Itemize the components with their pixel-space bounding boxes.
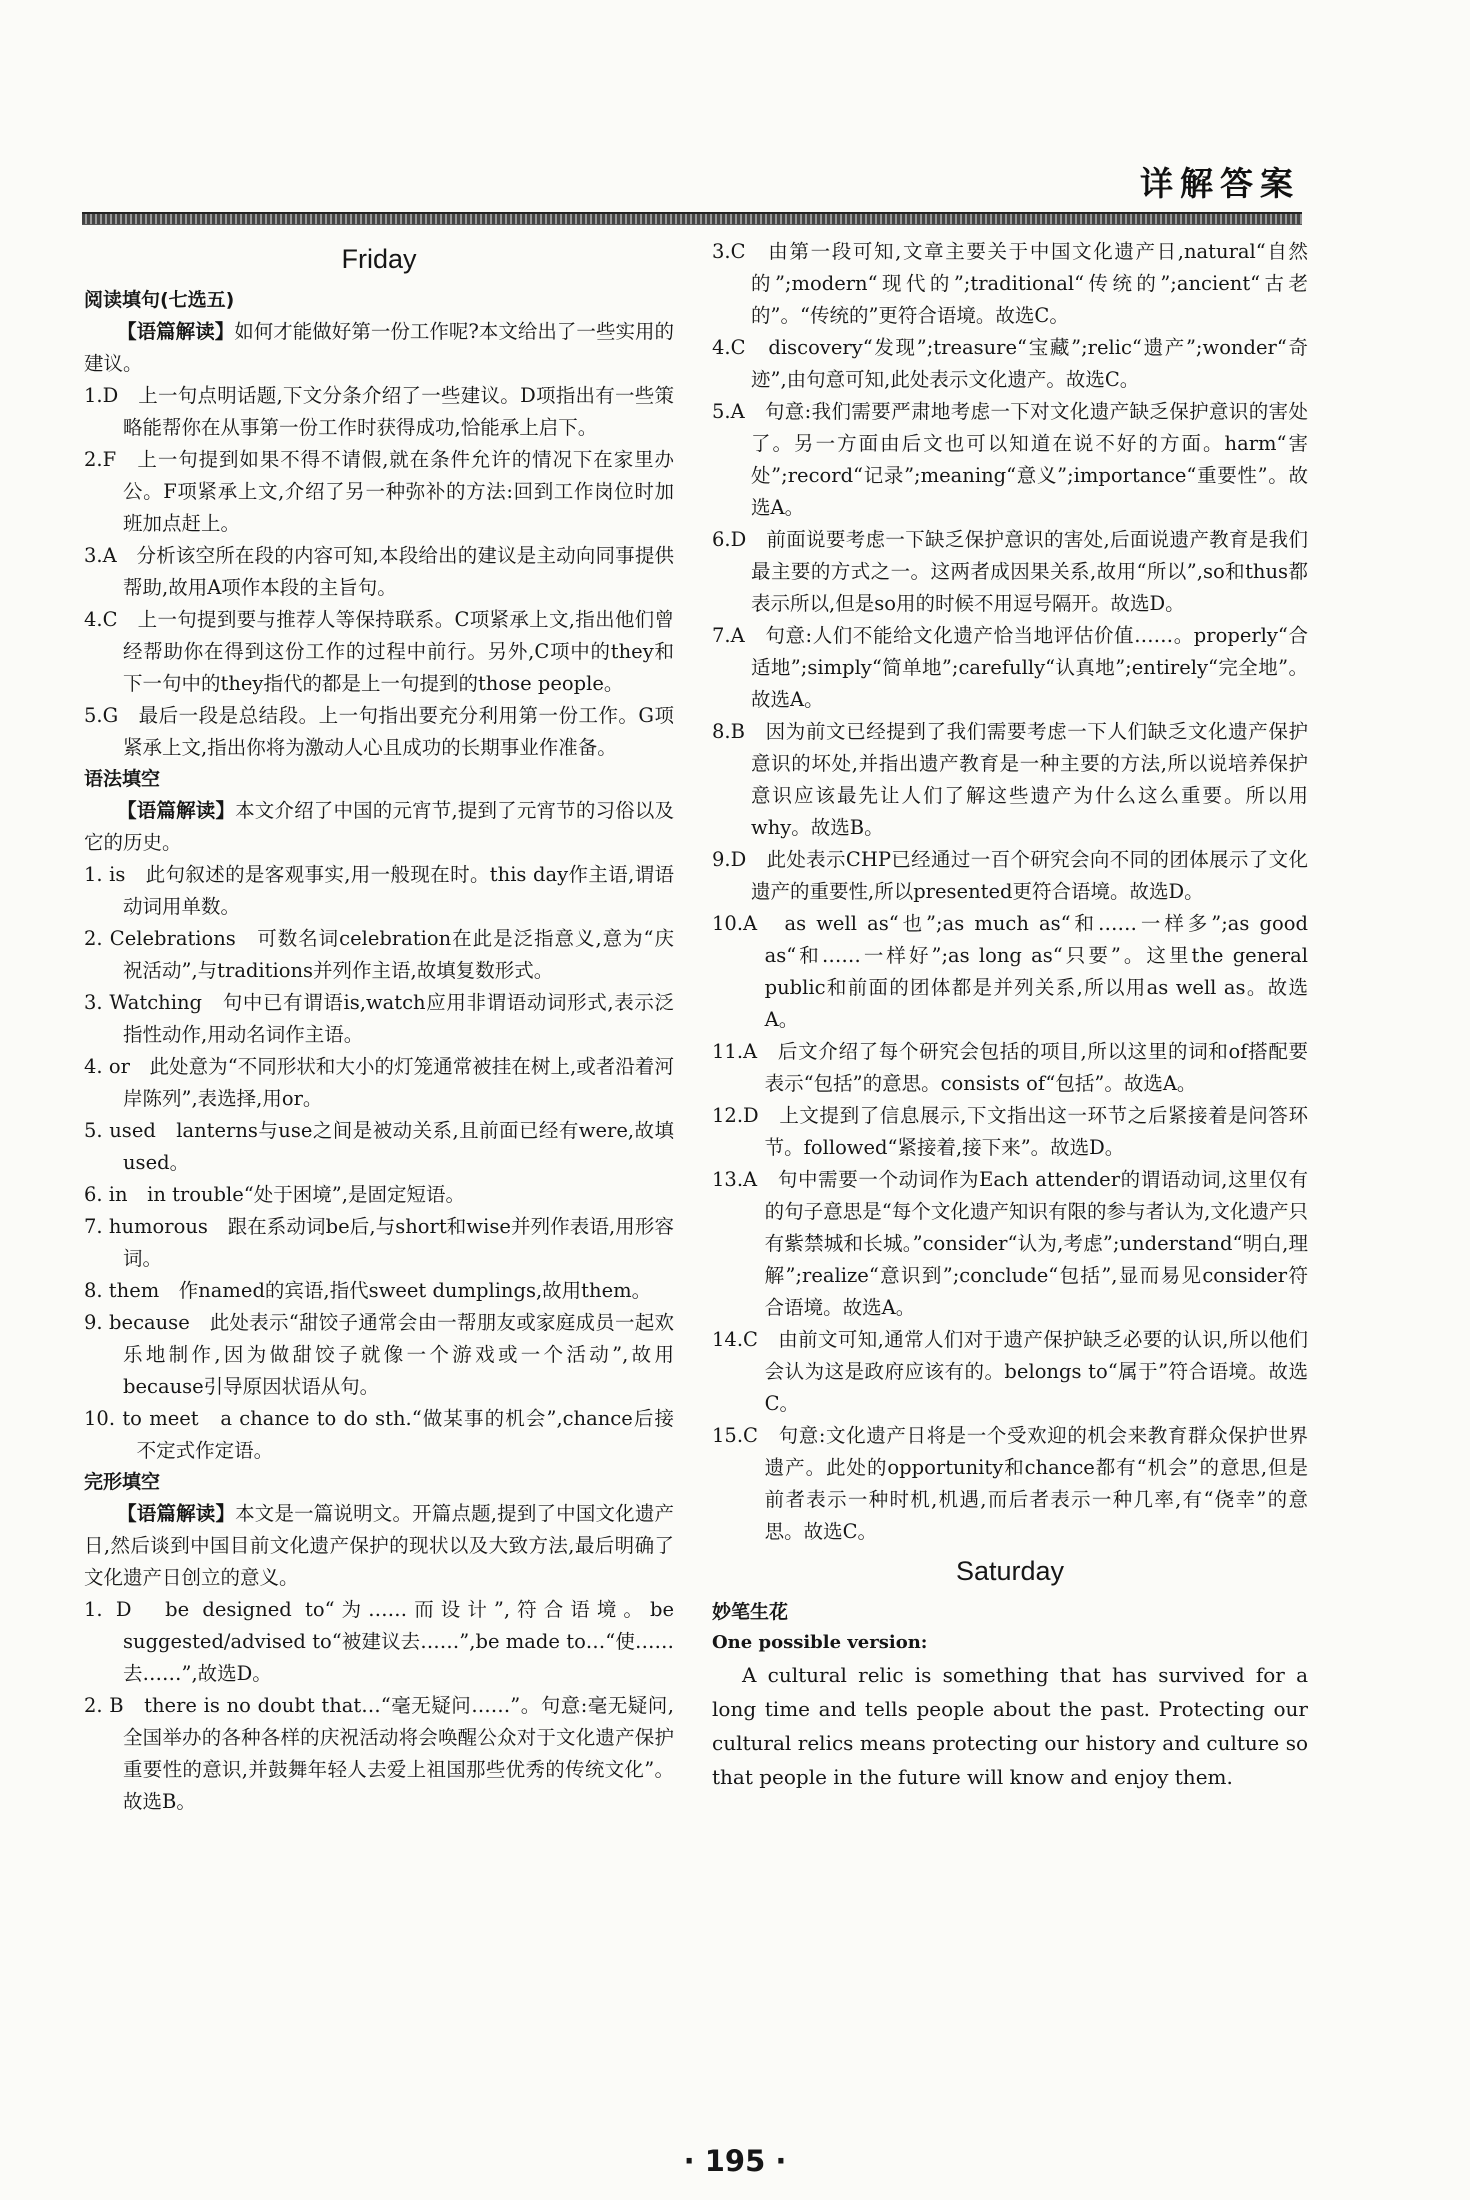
answer-item: 14.C 由前文可知,通常人们对于遗产保护缺乏必要的认识,所以他们会认为这是政府应该有的。belongs to“属于”符合语境。故选C。 bbox=[712, 1328, 1308, 1415]
answer-item: 10. to meet a chance to do sth.“做某事的机会”,chance后接不定式作定语。 bbox=[84, 1407, 674, 1462]
intro-tag: 【语篇解读】 bbox=[117, 1502, 236, 1525]
answer-item: 9.D 此处表示CHP已经通过一百个研究会向不同的团体展示了文化遗产的重要性,所以presented更符合语境。故选D。 bbox=[712, 848, 1308, 903]
header-rule bbox=[82, 212, 1302, 225]
answer-item: 4. or 此处意为“不同形状和大小的灯笼通常被挂在树上,或者沿着河岸陈列”,表选择,用or。 bbox=[84, 1055, 674, 1110]
answer-item: 2. B there is no doubt that…“毫无疑问……”。句意:毫无疑问,全国举办的各种各样的庆祝活动将会唤醒公众对于文化遗产保护重要性的意识,并鼓舞年轻人去爱上祖国那些优秀的传统文化”。故选B。 bbox=[84, 1694, 674, 1813]
section-title-cloze: 完形填空 bbox=[84, 1471, 161, 1493]
answer-item: 1. D be designed to“为……而设计”,符合语境。be suggested/advised to“被建议去……”,be made to…“使……去……”,故选D。 bbox=[84, 1598, 674, 1685]
section-title-reading: 阅读填句(七选五) bbox=[84, 289, 235, 311]
intro-text: 本文是一篇说明文。开篇点题,提到了中国文化遗产日,然后谈到中国目前文化遗产保护的现状以及大致方法,最后明确了文化遗产日创立的意义。 bbox=[84, 1502, 674, 1589]
answer-item: 6. in in trouble“处于困境”,是固定短语。 bbox=[84, 1183, 465, 1206]
answer-item: 13.A 句中需要一个动词作为Each attender的谓语动词,这里仅有的句子意思是“每个文化遗产知识有限的参与者认为,文化遗产只有紫禁城和长城。”consider“认为,考虑”;understand“明白,理解”;realize“意识到”;conclude“包括”,显而易见consider符合语境。故选A。 bbox=[712, 1168, 1308, 1319]
reading-intro bbox=[84, 316, 674, 380]
answer-item: 1. is 此句叙述的是客观事实,用一般现在时。this day作主语,谓语动词用单数。 bbox=[84, 863, 674, 918]
answer-item: 12.D 上文提到了信息展示,下文指出这一环节之后紧接着是问答环节。followed“紧接着,接下来”。故选D。 bbox=[712, 1104, 1308, 1159]
day-heading-friday: Friday bbox=[341, 244, 417, 274]
intro-tag: 【语篇解读】 bbox=[117, 799, 236, 822]
answer-item: 5. used lanterns与use之间是被动关系,且前面已经有were,故填used。 bbox=[84, 1119, 674, 1174]
left-column bbox=[84, 236, 674, 1818]
answer-item: 8. them 作named的宾语,指代sweet dumplings,故用them。 bbox=[84, 1279, 652, 1302]
answer-item: 9. because 此处表示“甜饺子通常会由一帮朋友或家庭成员一起欢乐地制作,因为做甜饺子就像一个游戏或一个活动”,故用because引导原因状语从句。 bbox=[84, 1311, 674, 1398]
intro-text: 本文介绍了中国的元宵节,提到了元宵节的习俗以及它的历史。 bbox=[84, 799, 674, 854]
page-number: · 195 · bbox=[683, 2144, 787, 2178]
answer-item: 2. Celebrations 可数名词celebration在此是泛指意义,意为“庆祝活动”,与traditions并列作主语,故填复数形式。 bbox=[84, 927, 674, 982]
intro-text: 如何才能做好第一份工作呢?本文给出了一些实用的建议。 bbox=[84, 320, 674, 375]
answer-item: 4.C discovery“发现”;treasure“宝藏”;relic“遗产”;wonder“奇迹”,由句意可知,此处表示文化遗产。故选C。 bbox=[712, 336, 1308, 391]
cloze-intro bbox=[84, 1498, 674, 1594]
section-title-writing: 妙笔生花 bbox=[712, 1601, 789, 1623]
answer-item: 3.C 由第一段可知,文章主要关于中国文化遗产日,natural“自然的”;modern“现代的”;traditional“传统的”;ancient“古老的”。“传统的”更符合语境。故选C。 bbox=[712, 240, 1308, 327]
answer-item: 5.G 最后一段是总结段。上一句指出要充分利用第一份工作。G项紧承上文,指出你将为激动人心且成功的长期事业作准备。 bbox=[84, 704, 674, 759]
answer-item: 15.C 句意:文化遗产日将是一个受欢迎的机会来教育群众保护世界遗产。此处的opportunity和chance都有“机会”的意思,但是前者表示一种时机,机遇,而后者表示一种几率,有“侥幸”的意思。故选C。 bbox=[712, 1424, 1308, 1543]
answer-item: 11.A 后文介绍了每个研究会包括的项目,所以这里的词和of搭配要表示“包括”的意思。consists of“包括”。故选A。 bbox=[712, 1040, 1308, 1095]
answer-item: 3. Watching 句中已有谓语is,watch应用非谓语动词形式,表示泛指性动作,用动名词作主语。 bbox=[84, 991, 674, 1046]
section-title-grammar: 语法填空 bbox=[84, 768, 161, 790]
right-column bbox=[712, 236, 1308, 1794]
grammar-intro bbox=[84, 795, 674, 859]
answer-item: 6.D 前面说要考虑一下缺乏保护意识的害处,后面说遗产教育是我们最主要的方式之一。这两者成因果关系,故用“所以”,so和thus都表示所以,但是so用的时候不用逗号隔开。故选D。 bbox=[712, 528, 1308, 615]
intro-tag: 【语篇解读】 bbox=[117, 320, 235, 343]
answer-item: 1.D 上一句点明话题,下文分条介绍了一些建议。D项指出有一些策略能帮你在从事第一份工作时获得成功,恰能承上启下。 bbox=[84, 384, 674, 439]
day-heading-saturday: Saturday bbox=[955, 1556, 1065, 1586]
model-essay: A cultural relic is something that has survived for a long time and tells people about the past. Protecting our cultural relics means protecting our history and culture so that people in the future will know and enjoy them. bbox=[712, 1663, 1308, 1789]
header-title: 详解答案 bbox=[1140, 164, 1300, 203]
answer-item: 7.A 句意:人们不能给文化遗产恰当地评估价值……。properly“合适地”;simply“简单地”;carefully“认真地”;entirely“完全地”。故选A。 bbox=[712, 624, 1308, 711]
answer-item: 8.B 因为前文已经提到了我们需要考虑一下人们缺乏文化遗产保护意识的坏处,并指出遗产教育是一种主要的方法,所以说培养保护意识应该最先让人们了解这些遗产为什么这么重要。所以用why。故选B。 bbox=[712, 720, 1308, 839]
answer-item: 5.A 句意:我们需要严肃地考虑一下对文化遗产缺乏保护意识的害处了。另一方面由后文也可以知道在说不好的方面。harm“害处”;record“记录”;meaning“意义”;importance“重要性”。故选A。 bbox=[712, 400, 1308, 519]
version-label: One possible version: bbox=[712, 1632, 928, 1653]
answer-item: 4.C 上一句提到要与推荐人等保持联系。C项紧承上文,指出他们曾经帮助你在得到这份工作的过程中前行。另外,C项中的they和下一句中的they指代的都是上一句提到的those people。 bbox=[84, 608, 674, 695]
answer-item: 2.F 上一句提到如果不得不请假,就在条件允许的情况下在家里办公。F项紧承上文,介绍了另一种弥补的方法:回到工作岗位时加班加点赶上。 bbox=[84, 448, 674, 535]
answer-item: 10.A as well as“也”;as much as“和……一样多”;as good as“和……一样好”;as long as“只要”。这里the general public和前面的团体都是并列关系,所以用as well as。故选A。 bbox=[712, 912, 1308, 1031]
answer-item: 7. humorous 跟在系动词be后,与short和wise并列作表语,用形容词。 bbox=[84, 1215, 674, 1270]
answer-item: 3.A 分析该空所在段的内容可知,本段给出的建议是主动向同事提供帮助,故用A项作本段的主旨句。 bbox=[84, 544, 674, 599]
